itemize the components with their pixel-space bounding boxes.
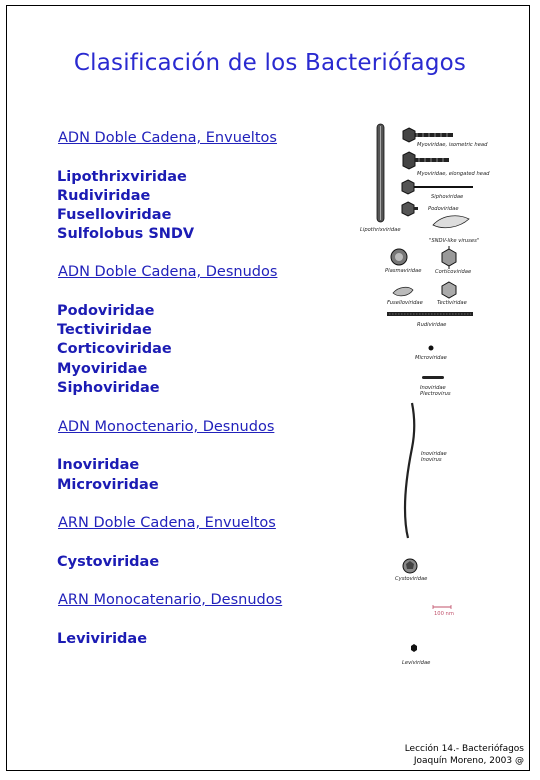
label-podo: Podoviridae (428, 206, 459, 212)
label-myo-elongated: Myoviridae, elongated head (417, 171, 490, 177)
page-title: Clasificación de los Bacteriófagos (73, 50, 467, 76)
label-ino-plectro-2: Plectrovirus (420, 391, 451, 397)
leviviridae-virion (411, 644, 417, 652)
family-cystoviridae: Cystoviridae (57, 554, 160, 570)
microviridae-virion (429, 346, 434, 351)
lipothrix-virion (377, 124, 384, 222)
section-heading-ssdna-naked: ADN Monoctenario, Desnudos (58, 419, 275, 435)
label-ino-plectro-1: Inoviridae (420, 385, 446, 391)
family-myoviridae: Myoviridae (57, 361, 148, 377)
label-ino-ino-2: Inovirus (421, 457, 442, 463)
rudiviridae-virion (387, 312, 473, 316)
footer-author: Joaquín Moreno, 2003 @ (413, 756, 524, 766)
tectiviridae-virion (442, 282, 456, 298)
family-rudiviridae: Rudiviridae (57, 188, 151, 204)
family-tectiviridae: Tectiviridae (57, 322, 152, 338)
label-sipho: Siphoviridae (431, 194, 464, 200)
section-heading-dsdna-enveloped: ADN Doble Cadena, Envueltos (58, 130, 277, 146)
cystoviridae-virion (403, 559, 417, 573)
podoviridae-virion (402, 202, 418, 216)
label-cortico: Corticoviridae (435, 269, 472, 275)
family-inoviridae: Inoviridae (57, 457, 140, 473)
family-fuselloviridae: Fuselloviridae (57, 207, 172, 223)
scale-bar (433, 605, 451, 609)
family-microviridae: Microviridae (57, 477, 159, 493)
label-ino-ino-1: Inoviridae (421, 451, 447, 457)
myoviridae-isometric-virion (403, 128, 453, 142)
label-scale: 100 nm (434, 611, 454, 617)
myoviridae-elongated-virion (403, 152, 449, 169)
family-corticoviridae: Corticoviridae (57, 341, 172, 357)
fuselloviridae-virion (393, 287, 413, 296)
sndv-virion (433, 216, 469, 228)
label-sndv: "SNDV-like viruses" (429, 238, 480, 244)
footer-lesson: Lección 14.- Bacteriófagos (404, 744, 524, 754)
family-sulfolobus-sndv: Sulfolobus SNDV (57, 226, 195, 242)
label-fusello: Fuselloviridae (387, 300, 423, 306)
section-heading-dsrna-enveloped: ARN Doble Cadena, Envueltos (58, 515, 276, 531)
label-tecti: Tectiviridae (437, 300, 467, 306)
family-siphoviridae: Siphoviridae (57, 380, 160, 396)
section-heading-ssrna-naked: ARN Monocatenario, Desnudos (58, 592, 283, 608)
family-podoviridae: Podoviridae (57, 303, 155, 319)
label-micro: Microviridae (415, 355, 447, 361)
label-lipothrix: Lipothrixviridae (360, 227, 401, 233)
siphoviridae-virion (402, 180, 473, 194)
phage-morphology-diagram (355, 118, 505, 678)
corticoviridae-virion (442, 246, 456, 269)
family-leviviridae: Leviviridae (57, 631, 148, 647)
inoviridae-plectrovirus-virion (422, 376, 444, 379)
label-plasma: Plasmaviridae (385, 268, 422, 274)
family-lipothrixviridae: Lipothrixviridae (57, 169, 187, 185)
label-myo-isometric: Myoviridae, isometric head (417, 142, 488, 148)
label-levi: Leviviridae (402, 660, 431, 666)
inoviridae-inovirus-virion (405, 403, 414, 538)
plasmaviridae-virion (391, 249, 407, 265)
label-cysto: Cystoviridae (395, 576, 428, 582)
label-rudi: Rudiviridae (417, 322, 447, 328)
section-heading-dsdna-naked: ADN Doble Cadena, Desnudos (58, 264, 278, 280)
